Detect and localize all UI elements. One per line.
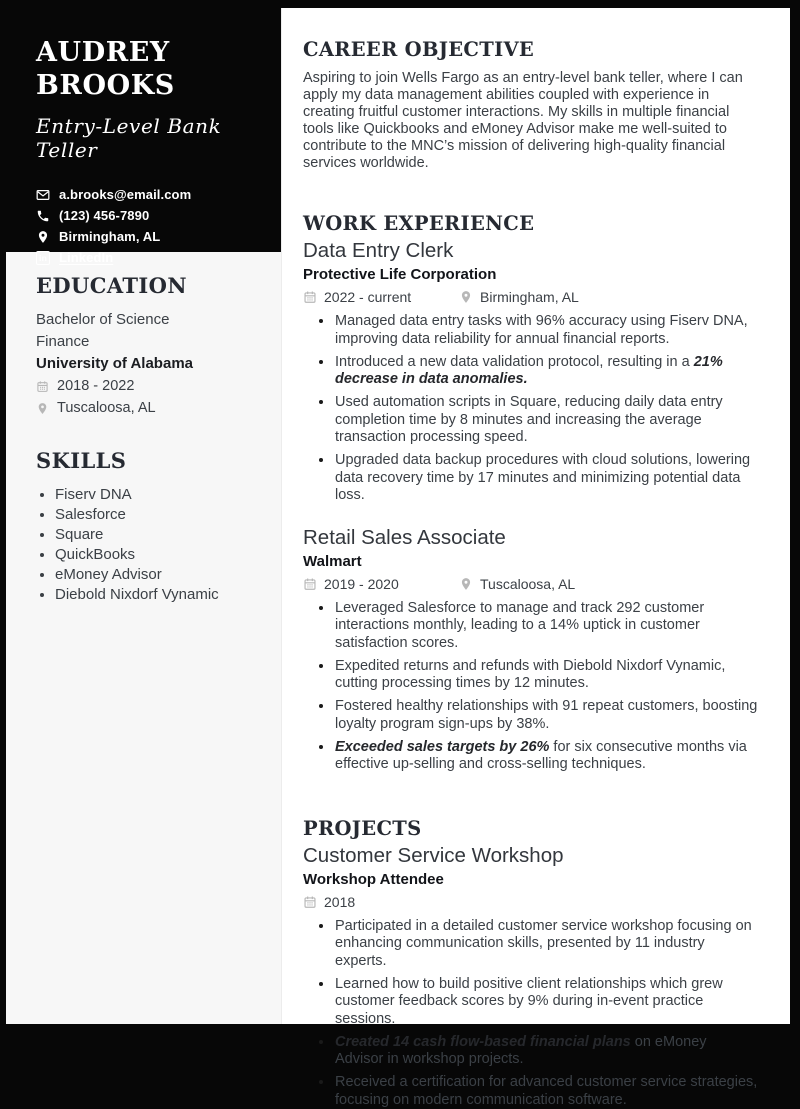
job-title: Retail Sales Associate	[303, 526, 758, 550]
bullet-item: • Participated in a detailed customer service workshop focusing on enhancing communication skills, presented by 11 industry experts.	[334, 918, 758, 971]
location-pin-icon	[459, 577, 473, 591]
job-company: Protective Life Corporation	[303, 266, 758, 283]
project-meta-row	[303, 893, 758, 911]
job-meta-row	[303, 575, 758, 593]
linkedin-link[interactable]: LinkedIn	[59, 250, 113, 265]
location-pin-icon	[36, 402, 49, 415]
person-name	[36, 36, 263, 102]
education-field: Finance	[36, 331, 259, 353]
project-role: Workshop Attendee	[303, 871, 758, 888]
calendar-icon	[303, 895, 317, 909]
skills-heading: SKILLS	[36, 448, 259, 473]
bullet-item: • Expedited returns and refunds with Diebold Nixdorf Vynamic, cutting processing times by 12 minutes.	[334, 658, 758, 693]
bullet-item: • Used automation scripts in Square, reducing daily data entry completion time by 8 minutes and increasing the average transaction processing speed.	[334, 394, 758, 447]
job-meta-row	[303, 288, 758, 306]
phone-icon	[36, 209, 50, 223]
job-location: Birmingham, AL	[480, 289, 579, 305]
career-objective-section	[303, 38, 758, 172]
person-name-line1: AUDREY	[36, 37, 170, 68]
sidebar-body	[6, 252, 281, 605]
job-bullet-list	[303, 600, 758, 774]
envelope-icon	[36, 188, 50, 202]
person-job-title: Entry-Level Bank Teller	[36, 114, 263, 162]
main-column	[281, 8, 790, 1024]
identity-header	[6, 8, 281, 252]
job-title: Data Entry Clerk	[303, 239, 758, 263]
project-dates: 2018	[324, 894, 355, 910]
education-dates: 2018 - 2022	[57, 378, 134, 394]
job-bullet-list	[303, 313, 758, 505]
education-location-row	[36, 397, 259, 419]
skill-item: • eMoney Advisor	[55, 565, 259, 585]
project-title: Customer Service Workshop	[303, 844, 758, 868]
skill-item: • Diebold Nixdorf Vynamic	[55, 585, 259, 605]
project-entry	[303, 844, 758, 1109]
education-section	[36, 273, 259, 419]
education-dates-row	[36, 375, 259, 397]
work-experience-heading: WORK EXPERIENCE	[303, 212, 758, 235]
skills-section	[36, 448, 259, 605]
skill-item: • Fiserv DNA	[55, 485, 259, 505]
skills-list	[36, 485, 259, 605]
skill-item: • QuickBooks	[55, 545, 259, 565]
contact-location-row	[36, 226, 263, 247]
job-company: Walmart	[303, 553, 758, 570]
contact-phone-row	[36, 205, 263, 226]
contact-location: Birmingham, AL	[59, 229, 160, 244]
career-objective-text: Aspiring to join Wells Fargo as an entry-level bank teller, where I can apply my data management abilities coupled with experience in creating fruitful customer interactions. My skills in multiple financial tools like Quickbooks and eMoney Advisor make me well-suited to contribute to the MNC’s mission of delivering high-quality financial services worldwide.	[303, 70, 758, 172]
location-pin-icon	[36, 230, 50, 244]
job-dates: 2019 - 2020	[324, 576, 459, 592]
sidebar	[6, 8, 281, 1024]
career-objective-heading: CAREER OBJECTIVE	[303, 38, 758, 61]
bullet-item: • Managed data entry tasks with 96% accuracy using Fiserv DNA, improving data reliability for annual financial reports.	[334, 313, 758, 348]
job-location: Tuscaloosa, AL	[480, 576, 575, 592]
education-school: University of Alabama	[36, 353, 259, 375]
bullet-item: • Fostered healthy relationships with 91 repeat customers, boosting loyalty program sign-ups by 38%.	[334, 698, 758, 733]
education-degree: Bachelor of Science	[36, 309, 259, 331]
calendar-icon	[303, 290, 317, 304]
project-bullet-list	[303, 918, 758, 1109]
bullet-item: • Introduced a new data validation protocol, resulting in a 21% decrease in data anomalies.	[334, 354, 758, 389]
contact-location-text: (123) 456-7890	[59, 208, 149, 223]
linkedin-icon: in	[36, 251, 50, 265]
education-location: Tuscaloosa, AL	[57, 400, 156, 416]
bullet-item: • Exceeded sales targets by 26% for six consecutive months via effective up-selling and cross-selling techniques.	[334, 739, 758, 774]
contact-email-row	[36, 184, 263, 205]
resume-page	[6, 8, 790, 1024]
calendar-icon	[303, 577, 317, 591]
bullet-item: • Learned how to build positive client relationships which grew customer feedback scores by 9% during in-event practice sessions.	[334, 976, 758, 1029]
job-entry	[303, 239, 758, 505]
projects-heading: PROJECTS	[303, 817, 758, 840]
bullet-item: • Received a certification for advanced customer service strategies, focusing on modern communication software.	[334, 1074, 758, 1109]
bullet-item: • Leveraged Salesforce to manage and track 292 customer interactions monthly, leading to a 14% uptick in customer satisfaction scores.	[334, 600, 758, 653]
projects-section	[303, 817, 758, 1109]
job-dates: 2022 - current	[324, 289, 459, 305]
work-experience-section	[303, 212, 758, 774]
bullet-item: • Created 14 cash flow-based financial plans on eMoney Advisor in workshop projects.	[334, 1034, 758, 1069]
calendar-icon	[36, 380, 49, 393]
person-name-line2: BROOKS	[36, 70, 175, 101]
job-entry	[303, 526, 758, 774]
bullet-item: • Upgraded data backup procedures with cloud solutions, lowering data recovery time by 17 minutes and minimizing potential data loss.	[334, 452, 758, 505]
contact-email: a.brooks@email.com	[59, 187, 191, 202]
skill-item: • Square	[55, 525, 259, 545]
location-pin-icon	[459, 290, 473, 304]
education-heading: EDUCATION	[36, 273, 259, 298]
skill-item: • Salesforce	[55, 505, 259, 525]
